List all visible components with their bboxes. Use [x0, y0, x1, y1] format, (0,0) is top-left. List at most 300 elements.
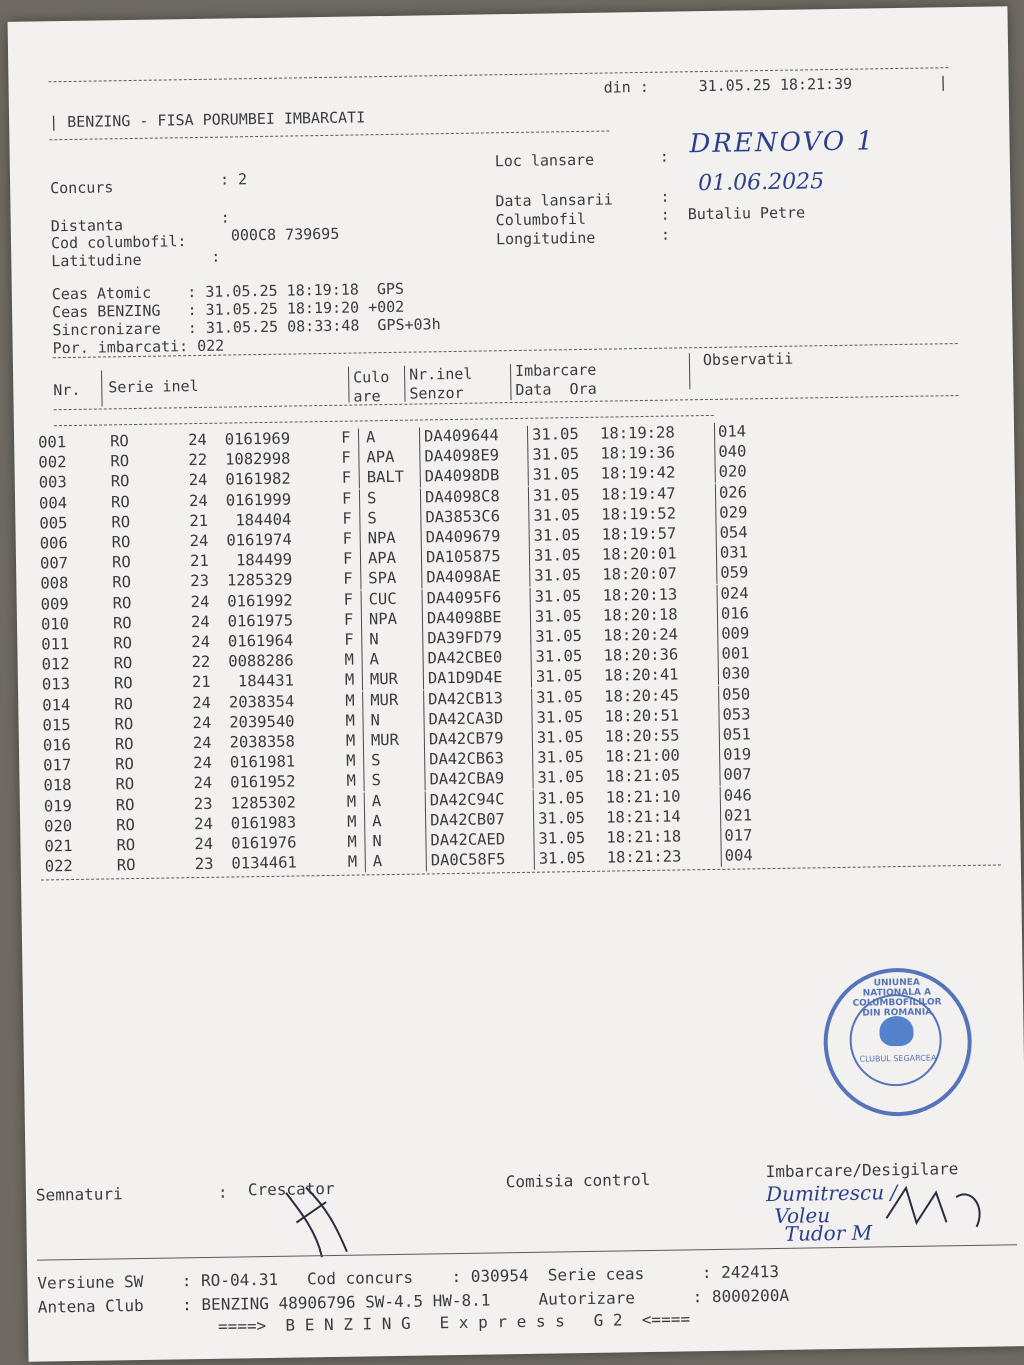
concurs-label: Concurs	[50, 178, 114, 198]
cell-nr: 005	[39, 513, 68, 533]
cell-inel: 0161969	[224, 429, 291, 449]
cell-ora: 18:20:36	[603, 645, 679, 665]
cell-divider	[719, 746, 720, 766]
cell-sex: M	[346, 771, 356, 791]
cell-data: 31.05	[534, 566, 582, 586]
cell-divider	[419, 448, 420, 468]
cell-nr: 021	[44, 837, 73, 856]
cell-divider	[532, 749, 533, 769]
cell-divider	[720, 807, 721, 827]
cell-senzor: DA0C58F5	[430, 850, 506, 870]
cell-divider	[534, 850, 535, 870]
cell-divider	[716, 564, 717, 584]
cell-senzor: DA42CB63	[429, 749, 504, 769]
cell-inel: 0161999	[225, 490, 292, 510]
cell-data: 31.05	[533, 505, 581, 525]
cell-an: 24	[188, 471, 208, 490]
cell-cul: NPA	[368, 609, 398, 629]
cell-an: 21	[191, 673, 211, 692]
cell-inel: 184499	[235, 550, 293, 570]
col-serie-inel: Serie inel	[108, 376, 199, 397]
cell-divider	[364, 792, 365, 812]
cell-data: 31.05	[532, 485, 580, 505]
cell-nr: 020	[44, 816, 73, 836]
cell-ora: 18:20:24	[603, 625, 679, 645]
cell-divider	[424, 751, 425, 771]
cell-ora: 18:21:18	[606, 827, 682, 847]
cell-ora: 18:19:57	[601, 524, 677, 544]
data-lansarii-sep: :	[660, 187, 670, 206]
crescator-label: Crescator	[247, 1178, 335, 1200]
cell-obs: 031	[719, 543, 749, 562]
cell-data: 31.05	[535, 667, 583, 687]
cell-sex: F	[340, 428, 351, 447]
cell-an: 24	[191, 632, 211, 652]
cell-an: 24	[187, 430, 207, 450]
semnaturi-sep: :	[217, 1182, 228, 1202]
cell-divider	[530, 608, 531, 628]
cell-divider	[533, 810, 534, 830]
porumbei-imbarcati: Por. imbarcati: 022	[52, 336, 225, 358]
cell-sex: F	[343, 590, 354, 609]
cell-divider	[529, 587, 530, 607]
cell-divider	[359, 509, 360, 529]
cell-nr: 010	[40, 614, 70, 634]
cell-divider	[365, 853, 366, 873]
cell-data: 31.05	[536, 687, 584, 707]
cell-sex: M	[346, 751, 356, 770]
cell-divider	[358, 449, 359, 469]
benzing-banner: ====> B E N Z I N G E x p r e s s G 2 <====	[217, 1309, 691, 1336]
cell-sex: M	[344, 650, 355, 669]
cell-senzor: DA42CB79	[428, 729, 504, 749]
cell-inel: 0088286	[228, 651, 294, 671]
cell-nr: 008	[40, 574, 69, 593]
distanta-value: :	[220, 208, 230, 227]
cell-cul: A	[371, 811, 382, 831]
cell-obs: 014	[717, 422, 747, 441]
cell-an: 23	[193, 794, 213, 813]
col-nrinel-2: Senzor	[409, 383, 464, 403]
cell-divider	[361, 610, 362, 630]
cell-obs: 004	[724, 846, 753, 865]
cell-ora: 18:20:01	[601, 544, 677, 564]
cell-ora: 18:21:05	[605, 766, 681, 787]
cell-an: 24	[193, 754, 213, 773]
cell-inel: 0161964	[227, 631, 294, 651]
cell-inel: 0161992	[227, 591, 293, 611]
cell-tara: RO	[111, 553, 131, 572]
cell-divider	[531, 668, 532, 688]
cell-an: 21	[189, 552, 209, 571]
cell-inel: 1082998	[224, 449, 291, 469]
cell-inel: 0161974	[226, 530, 292, 550]
cell-nr: 015	[42, 715, 71, 735]
distanta-label: Distanta	[50, 216, 124, 236]
cell-ora: 18:19:36	[600, 443, 676, 463]
cell-an: 24	[194, 814, 213, 833]
antena-club-line: Antena Club : BENZING 48906796 SW-4.5 HW-8.1 Autorizare : 8000200A	[37, 1285, 790, 1317]
cell-divider	[363, 731, 364, 751]
cell-divider	[532, 769, 533, 789]
cell-cul: MUR	[370, 730, 400, 750]
cell-divider	[715, 483, 716, 503]
cell-divider	[422, 650, 423, 670]
longitudine-value: :	[660, 225, 671, 244]
cell-inel: 2038354	[228, 692, 295, 712]
cell-senzor: DA4098E9	[424, 446, 500, 466]
cell-senzor: DA4095F6	[426, 587, 502, 608]
col-imbarcare-1: Imbarcare	[514, 360, 597, 381]
cell-tara: RO	[116, 856, 136, 875]
stamp-text-bottom: CLUBUL SEGARCEA	[859, 1053, 937, 1064]
cell-sex: F	[341, 448, 351, 467]
cell-divider	[529, 567, 530, 587]
cell-obs: 019	[722, 745, 752, 764]
cell-senzor: DA39FD79	[427, 628, 503, 648]
cell-obs: 046	[723, 785, 752, 805]
cell-cul: S	[371, 751, 381, 770]
cell-data: 31.05	[532, 465, 580, 485]
cell-sex: M	[346, 792, 357, 811]
cell-divider	[532, 729, 533, 749]
cell-cul: A	[371, 791, 382, 810]
cell-ora: 18:20:55	[604, 726, 680, 746]
sincronizare: Sincronizare : 31.05.25 08:33:48 GPS+03h	[52, 315, 441, 340]
cell-data: 31.05	[532, 445, 580, 464]
cell-inel: 1285329	[226, 570, 293, 590]
cell-sex: F	[342, 529, 353, 548]
imbarcare-signature-icon	[876, 1167, 997, 1239]
cell-tara: RO	[115, 775, 135, 794]
cell-nr: 006	[39, 534, 68, 553]
cell-data: 31.05	[535, 647, 583, 666]
crescator-signature-icon	[266, 1182, 357, 1263]
cell-divider	[716, 524, 717, 544]
cell-cul: BALT	[366, 468, 405, 487]
cell-nr: 013	[41, 675, 71, 694]
cell-divider	[717, 605, 718, 625]
cell-ora: 18:20:51	[604, 706, 680, 726]
cell-tara: RO	[109, 432, 129, 451]
cell-nr: 019	[43, 796, 72, 816]
col-observatii: Observatii	[702, 349, 794, 370]
comisia-control-label: Comisia control	[505, 1169, 651, 1192]
cell-nr: 011	[41, 635, 70, 654]
cell-divider	[363, 772, 364, 792]
cell-obs: 016	[720, 604, 750, 623]
cell-tara: RO	[116, 836, 136, 855]
cell-senzor: DA4098BE	[426, 608, 502, 628]
cell-ora: 18:20:07	[602, 564, 678, 585]
cell-cul: N	[369, 630, 379, 649]
cell-divider	[718, 706, 719, 726]
cell-senzor: DA4098DB	[424, 466, 500, 486]
footer-divider	[37, 1244, 1017, 1260]
cell-senzor: DA42CB07	[429, 810, 505, 830]
cell-tara: RO	[111, 512, 131, 532]
cell-sex: F	[342, 509, 352, 528]
col-nrinel-1: Nr.inel	[408, 364, 473, 384]
embarkation-sheet	[8, 6, 1024, 1362]
cell-obs: 007	[723, 765, 752, 785]
cell-divider	[717, 625, 718, 645]
cell-sex: F	[343, 610, 354, 629]
cell-nr: 017	[43, 756, 72, 775]
cell-ora: 18:21:00	[605, 746, 680, 766]
cell-sex: F	[342, 549, 353, 568]
cell-an: 22	[188, 451, 208, 470]
cell-divider	[362, 711, 363, 731]
cell-inel: 0134461	[231, 853, 297, 873]
cell-obs: 040	[718, 442, 747, 462]
cell-tara: RO	[110, 472, 130, 491]
stamp-logo-icon	[879, 1016, 913, 1047]
longitudine-label: Longitudine	[495, 228, 596, 249]
cell-divider	[364, 812, 365, 832]
col-imbarcare-2: Data Ora	[515, 379, 597, 400]
cell-divider	[359, 489, 360, 509]
col-divider	[510, 364, 512, 400]
cell-sex: M	[345, 691, 355, 710]
cell-divider	[360, 550, 361, 570]
cell-an: 24	[190, 592, 210, 611]
cell-inel: 0161982	[225, 469, 291, 489]
cell-data: 31.05	[533, 546, 581, 565]
imbarcare-desigilare-label: Imbarcare/Desigilare	[765, 1159, 959, 1182]
cell-divider	[421, 528, 422, 548]
cell-ora: 18:20:13	[602, 585, 678, 605]
col-divider	[404, 366, 406, 402]
col-divider	[348, 367, 350, 403]
cell-an: 24	[194, 834, 214, 854]
columbofil-label: Columbofil	[495, 209, 587, 230]
cell-data: 31.05	[536, 727, 584, 747]
title-divider	[49, 130, 609, 140]
cell-sex: F	[344, 630, 354, 649]
cell-obs: 051	[722, 725, 751, 744]
cell-inel: 0161981	[229, 752, 296, 772]
cell-obs: 054	[719, 523, 748, 542]
cell-obs: 017	[724, 826, 753, 845]
data-lansarii-handwritten: 01.06.2025	[697, 169, 825, 197]
cell-nr: 009	[40, 594, 69, 614]
cell-divider	[422, 609, 423, 629]
cell-divider	[363, 752, 364, 772]
cell-data: 31.05	[535, 626, 583, 646]
cell-divider	[423, 710, 424, 730]
cell-inel: 184404	[235, 510, 292, 530]
cell-sex: M	[346, 812, 357, 831]
cell-divider	[362, 671, 363, 691]
signature-handwritten-3: Tudor M	[784, 1220, 873, 1246]
cell-inel: 1285302	[230, 793, 296, 813]
signature-handwritten-2: Voleu	[774, 1203, 831, 1229]
cell-cul: A	[372, 852, 383, 871]
cell-nr: 002	[38, 453, 67, 472]
cell-data: 31.05	[533, 526, 581, 545]
cell-inel: 184431	[237, 671, 295, 691]
print-datetime: 31.05.25 18:21:39	[698, 74, 853, 96]
cell-an: 24	[189, 531, 209, 551]
cell-inel: 0161952	[230, 772, 296, 792]
cell-divider	[528, 507, 529, 527]
loc-lansare-label: Loc lansare	[494, 150, 595, 171]
cell-divider	[721, 847, 722, 867]
cell-divider	[718, 685, 719, 705]
cell-senzor: DA4098C8	[424, 486, 500, 507]
cell-senzor: DA409644	[423, 426, 499, 446]
cell-divider	[420, 488, 421, 508]
cell-cul: S	[366, 488, 377, 507]
cell-senzor: DA105875	[425, 547, 501, 567]
cell-an: 21	[189, 511, 209, 530]
cell-data: 31.05	[538, 828, 586, 848]
cell-obs: 059	[720, 563, 749, 583]
cell-ora: 18:20:45	[604, 686, 679, 706]
cell-divider	[527, 426, 528, 446]
cell-tara: RO	[110, 452, 130, 471]
cell-tara: RO	[113, 674, 133, 693]
col-divider	[101, 370, 103, 406]
cell-an: 24	[192, 693, 212, 712]
cell-tara: RO	[114, 714, 134, 734]
cell-divider	[419, 428, 420, 448]
loc-lansare-handwritten: DRENOVO 1	[689, 126, 876, 160]
cell-divider	[426, 852, 427, 872]
cell-senzor: DA1D9D4E	[427, 668, 503, 688]
data-lansarii-label: Data lansarii	[495, 190, 613, 211]
cell-divider	[533, 789, 534, 809]
cell-divider	[425, 811, 426, 831]
cell-sex: F	[341, 489, 352, 508]
cell-obs: 001	[721, 644, 750, 663]
cell-divider	[531, 709, 532, 729]
cell-divider	[716, 584, 717, 604]
cell-divider	[533, 830, 534, 850]
cell-tara: RO	[111, 533, 131, 552]
cell-divider	[424, 730, 425, 750]
cell-cul: NPA	[367, 528, 396, 548]
cell-ora: 18:21:10	[605, 787, 681, 807]
cell-nr: 016	[42, 736, 72, 755]
cell-data: 31.05	[537, 748, 584, 767]
signature-handwritten-1: Dumitrescu /	[765, 1180, 898, 1207]
cell-senzor: DA42CBE0	[427, 648, 503, 668]
cell-divider	[421, 589, 422, 609]
cell-ora: 18:19:52	[601, 504, 677, 524]
cell-cul: A	[369, 650, 380, 669]
cell-cul: N	[370, 710, 381, 730]
col-culoare-1: Culo	[353, 367, 390, 387]
cell-ora: 18:21:14	[605, 807, 681, 827]
cell-divider	[529, 547, 530, 567]
cell-ora: 18:20:18	[602, 605, 678, 625]
cell-divider	[530, 628, 531, 648]
col-culoare-2: are	[353, 387, 381, 406]
cell-data: 31.05	[534, 606, 582, 626]
cell-divider	[421, 569, 422, 589]
cell-nr: 001	[38, 433, 67, 452]
cell-cul: N	[372, 832, 382, 851]
cell-an: 23	[190, 572, 210, 591]
cell-an: 24	[193, 774, 213, 793]
cell-obs: 026	[718, 482, 748, 502]
cell-obs: 021	[723, 806, 753, 825]
cell-nr: 012	[41, 655, 70, 674]
cell-an: 24	[190, 612, 210, 631]
cell-sex: M	[345, 731, 356, 750]
cell-sex: M	[347, 852, 358, 871]
cell-divider	[717, 645, 718, 665]
cell-divider	[528, 486, 529, 506]
cell-ora: 18:20:41	[603, 665, 679, 686]
cell-tara: RO	[112, 593, 132, 612]
cell-inel: 0161976	[231, 833, 297, 853]
cell-divider	[720, 786, 721, 806]
cell-divider	[420, 508, 421, 528]
cell-ora: 18:19:47	[600, 484, 676, 504]
cell-nr: 003	[38, 473, 67, 492]
sheet-title: | BENZING - FISA PORUMBEI IMBARCATI	[48, 108, 366, 132]
cell-divider	[527, 446, 528, 466]
cell-divider	[360, 529, 361, 549]
cell-cul: CUC	[368, 589, 397, 608]
cell-divider	[421, 549, 422, 569]
cell-obs: 020	[718, 462, 747, 482]
cell-obs: 029	[719, 503, 748, 522]
cell-tara: RO	[112, 573, 132, 592]
cell-divider	[423, 690, 424, 710]
cell-cul: SPA	[368, 569, 397, 588]
club-stamp	[823, 967, 973, 1117]
cell-divider	[715, 504, 716, 524]
cell-divider	[719, 726, 720, 746]
cell-nr: 022	[44, 857, 73, 876]
cell-nr: 007	[39, 554, 69, 573]
cell-cul: S	[367, 508, 377, 528]
cell-senzor: DA42CB13	[428, 688, 504, 709]
cell-sex: F	[341, 468, 352, 488]
cell-divider	[719, 766, 720, 786]
cell-divider	[715, 463, 716, 483]
cell-cul: MUR	[370, 690, 399, 709]
ceas-benzing: Ceas BENZING : 31.05.25 18:19:20 +002	[51, 297, 405, 322]
latitudine-label: Latitudine	[51, 250, 142, 271]
cell-nr: 018	[43, 776, 72, 795]
cell-inel: 0161983	[230, 813, 297, 833]
cell-tara: RO	[110, 492, 130, 511]
cell-obs: 009	[721, 624, 750, 643]
cell-cul: S	[371, 771, 381, 790]
cell-data: 31.05	[538, 849, 586, 868]
cell-an: 23	[194, 854, 214, 874]
cell-sex: M	[345, 711, 356, 730]
cell-tara: RO	[115, 755, 135, 774]
cell-data: 31.05	[531, 425, 579, 444]
cell-senzor: DA42CAED	[430, 830, 506, 850]
cod-columbofil-value: 000C8 739695	[230, 224, 340, 245]
cell-tara: RO	[113, 654, 133, 673]
cell-an: 22	[191, 653, 211, 672]
cell-data: 31.05	[537, 788, 585, 808]
concurs-value: : 2	[219, 170, 248, 189]
ceas-atomic: Ceas Atomic : 31.05.25 18:19:18 GPS	[51, 279, 405, 304]
cell-tara: RO	[113, 634, 133, 653]
versiune-sw-line: Versiune SW : RO-04.31 Cod concurs : 030954 Serie ceas : 242413	[37, 1261, 780, 1293]
header-bottom-divider	[54, 395, 959, 410]
cell-an: 24	[192, 713, 212, 732]
